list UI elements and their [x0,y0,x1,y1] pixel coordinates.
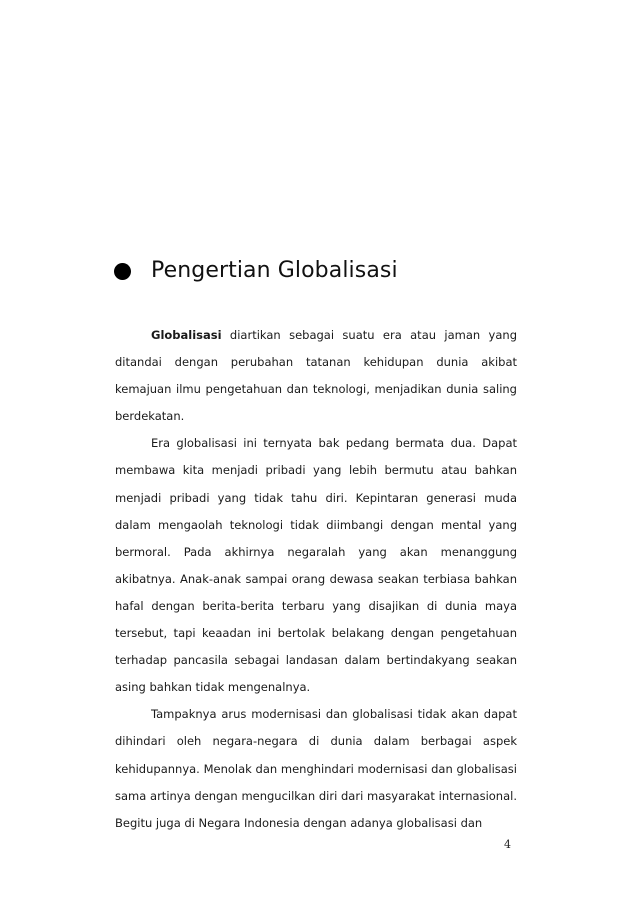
section-title: Pengertian Globalisasi [151,258,398,283]
bullet-icon [114,263,131,280]
page-number: 4 [504,838,511,851]
paragraph-text: diartikan sebagai suatu era atau jaman yang ditandai dengan perubahan tatanan kehidupan dunia akibat kemajuan ilmu pengetahuan dan teknologi, menjadikan dunia saling berdekatan. [115,328,517,424]
paragraph-era: Era globalisasi ini ternyata bak pedang bermata dua. Dapat membawa kita menjadi pribadi yang lebih bermutu atau bahkan menjadi pribadi yang tidak tahu diri. Kepintaran generasi muda dalam mengaolah teknologi tidak diimbangi dengan mental yang bermoral. Pada akhirnya negaralah yang akan menanggung akibatnya. Anak-anak sampai orang dewasa seakan terbiasa bahkan hafal dengan berita-berita terbaru yang disajikan di dunia maya tersebut, tapi keaadan ini bertolak belakang dengan pengetahuan terhadap pancasila sebagai landasan dalam bertindakyang seakan asing bahkan tidak mengenalnya. [115,436,517,695]
paragraph-modernisasi: Tampaknya arus modernisasi dan globalisasi tidak akan dapat dihindari oleh negara-negara di dunia dalam berbagai aspek kehidupannya. Menolak dan menghindari modernisasi dan globalisasi sama artinya dengan mengucilkan diri dari masyarakat internasional. Begitu juga di Negara Indonesia dengan adanya globalisasi dan [115,707,517,830]
body-text [115,322,517,837]
section-heading [114,258,398,283]
defined-term: Globalisasi [151,328,222,342]
paragraph-definition [115,322,517,430]
